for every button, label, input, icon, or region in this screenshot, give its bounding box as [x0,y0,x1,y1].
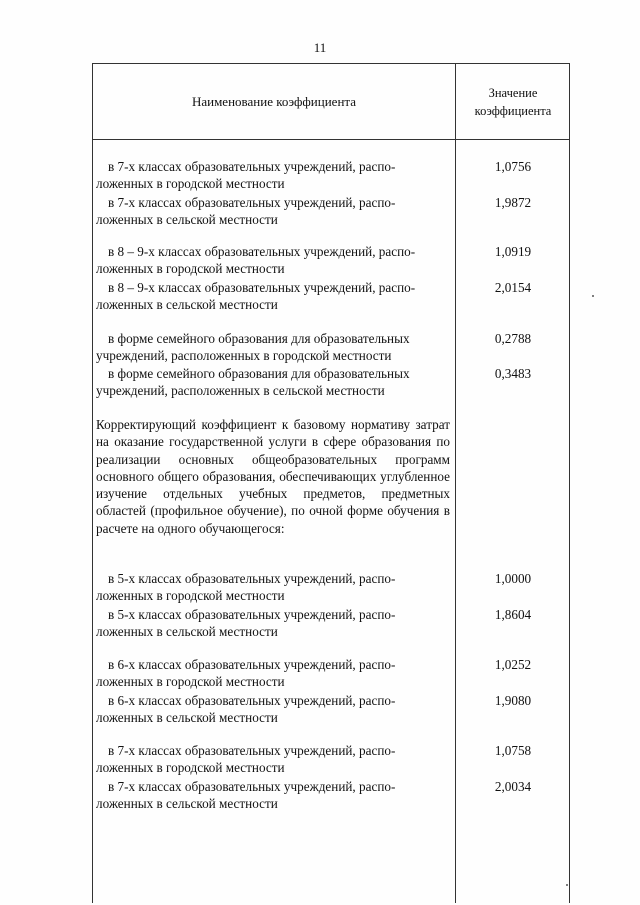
page-number: 11 [313,40,327,55]
row-value: 2,0034 [494,779,532,794]
row-value: 1,0756 [494,159,532,174]
header-coefficient-name: Наименование коэффициента [191,94,357,109]
correction-coefficient-paragraph: Корректирующий коэффициент к базовому нормативу затрат на оказание государственной услуги в сфере образования по реализации основных общеобразовательных программ основного общего образования, обеспечивающих углубленное изучение отдельных учебных предметов, предметных областей (профильное обучение), по очной форме обучения в расчете на одного обучающегося: [96,417,450,536]
scan-speck [566,884,568,886]
row-name [93,159,450,192]
row-name-line1: в форме семейного образования для образовательных [108,366,410,381]
row-name [93,195,450,228]
row-name-line2: ложенных в городской местности [96,673,285,689]
row-name [93,779,450,812]
row-value: 1,9080 [494,693,532,708]
row-value: 1,0252 [494,657,532,672]
row-name-line2: учреждений, расположенных в городской местности [96,347,392,363]
row-name-line1: в 7-х классах образовательных учреждений, распо- [108,195,396,210]
header-value-line2: коэффициента [474,104,552,118]
row-name-line1: в 6-х классах образовательных учреждений, распо- [108,657,396,672]
scan-speck [592,295,594,297]
row-name [93,571,450,604]
row-name-line1: в 6-х классах образовательных учреждений, распо- [108,693,396,708]
row-name-line2: ложенных в сельской местности [96,795,278,811]
row-value: 1,8604 [494,607,532,622]
row-value: 0,2788 [494,331,532,346]
row-value: 1,9872 [494,195,532,210]
row-value: 1,0000 [494,571,532,586]
row-name [93,366,450,399]
row-name-line2: ложенных в городской местности [96,587,285,603]
row-name-line1: в форме семейного образования для образовательных [108,331,410,346]
row-name-line2: ложенных в городской местности [96,759,285,775]
row-name-line2: ложенных в городской местности [96,175,285,191]
coefficient-table [92,63,570,903]
column-divider [455,64,456,903]
row-name [93,743,450,776]
row-name [93,331,450,364]
row-value: 2,0154 [494,280,532,295]
row-name-line2: ложенных в сельской местности [96,709,278,725]
row-name-line2: учреждений, расположенных в сельской местности [96,382,385,398]
row-name-line1: в 7-х классах образовательных учреждений, распо- [108,159,396,174]
row-value: 1,0919 [494,244,532,259]
row-name-line2: ложенных в сельской местности [96,296,278,312]
row-name-line2: ложенных в сельской местности [96,211,278,227]
header-value-line1: Значение [488,86,538,100]
table-header [93,64,569,140]
row-value: 0,3483 [494,366,532,381]
row-name-line2: ложенных в сельской местности [96,623,278,639]
row-name [93,244,450,277]
row-name-line1: в 8 – 9-х классах образовательных учреждений, распо- [108,244,416,259]
row-name-line1: в 7-х классах образовательных учреждений, распо- [108,743,396,758]
row-name-line1: в 7-х классах образовательных учреждений, распо- [108,779,396,794]
row-name-line1: в 8 – 9-х классах образовательных учреждений, распо- [108,280,416,295]
row-name [93,280,450,313]
row-name [93,657,450,690]
row-name [93,693,450,726]
row-name-line2: ложенных в городской местности [96,260,285,276]
row-name-line1: в 5-х классах образовательных учреждений, распо- [108,607,396,622]
row-name-line1: в 5-х классах образовательных учреждений, распо- [108,571,396,586]
header-coefficient-value [456,64,570,140]
row-value: 1,0758 [494,743,532,758]
row-name [93,607,450,640]
